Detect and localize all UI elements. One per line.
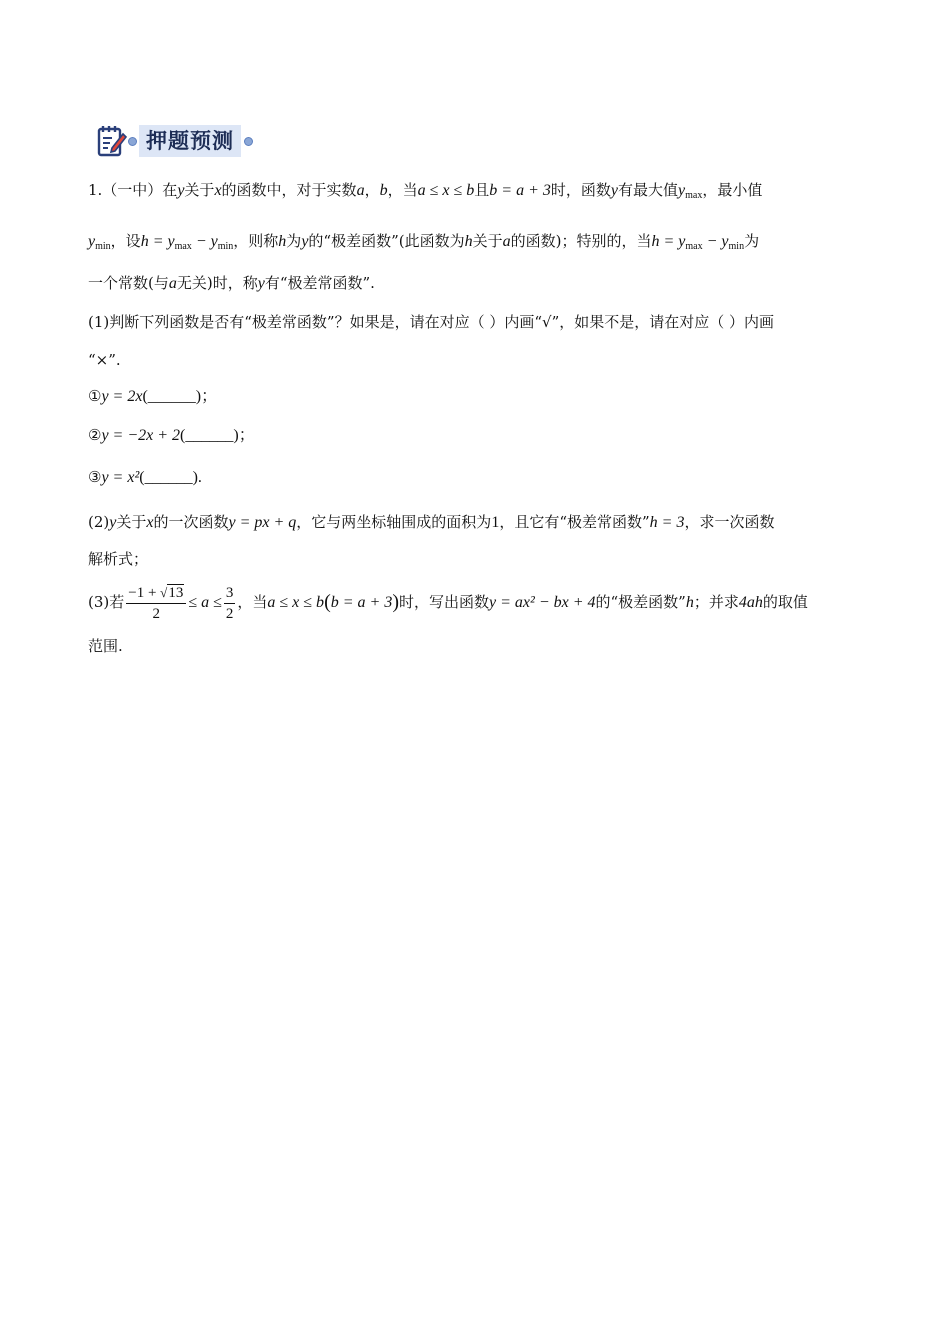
part1-item-1: ①y = 2x(______)；	[88, 387, 218, 405]
part3-question-cont: 范围.	[88, 637, 123, 655]
answer-blank-3[interactable]: (______).	[139, 469, 202, 486]
problem-intro-line-2: $y_{min}$，设$h = y_{max} - y_{min}$，则称h为y的“极差函数”(此函数为h关于a的函数)；特别的，当$h = y_{max} - y_{min}$为	[88, 232, 760, 252]
part1-question-cont: “×”.	[88, 351, 121, 369]
fraction-lower-bound: $\frac{-1 + √13}{2}$	[126, 584, 186, 623]
part3-question: (3)若 $\frac{-1 + √13}{2}$ ≤ a ≤ $\frac{3}{2}$ ，当a ≤ x ≤ b(b = a + 3)时，写出函数y = ax² − bx + 4的“极差函数”h；并求4ah的取值	[88, 584, 808, 622]
section-title: 押题预测	[139, 125, 241, 157]
notepad-pencil-icon	[96, 124, 128, 158]
decor-dot-right	[244, 137, 253, 146]
fraction-upper-bound: $\frac{3}{2}$	[225, 584, 234, 622]
problem-intro-line-1: 1.（一中）在y关于x的函数中，对于实数a，b，当a ≤ x ≤ b且b = a + 3时，函数y有最大值$y_{max}$，最小值	[88, 181, 763, 201]
part1-question: (1)判断下列函数是否有“极差常函数”？如果是，请在对应（ ）内画“√”，如果不是，请在对应（ ）内画	[88, 313, 775, 331]
answer-blank-1[interactable]: (______)；	[142, 388, 218, 405]
part2-question: (2)y关于x的一次函数y = px + q，它与两坐标轴围成的面积为1，且它有“极差常函数”h = 3，求一次函数	[88, 513, 775, 531]
part2-question-cont: 解析式；	[88, 550, 149, 568]
part1-item-2: ②y = −2x + 2(______)；	[88, 426, 255, 444]
problem-intro-line-3: 一个常数(与a无关)时，称y有“极差常函数”.	[88, 274, 375, 292]
section-header	[96, 122, 253, 160]
part1-item-3: ③y = x²(______).	[88, 468, 202, 486]
decor-dot-left	[128, 137, 137, 146]
answer-blank-2[interactable]: (______)；	[180, 427, 255, 444]
